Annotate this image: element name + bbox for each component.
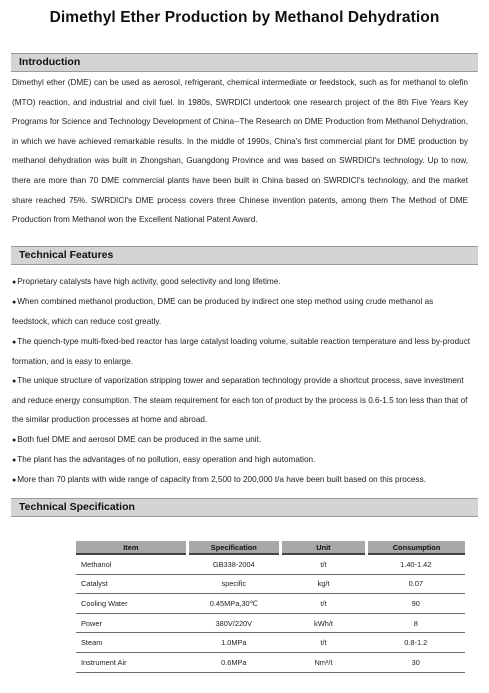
table-row [76, 554, 465, 574]
feature-text: The plant has the advantages of no pollution, easy operation and high automation. [17, 454, 316, 464]
column-header-item: Item [76, 541, 187, 554]
column-header-consumption: Consumption [367, 541, 465, 554]
cell-unit: Nm³/t [280, 652, 366, 672]
cell-specification: 0.6MPa [187, 652, 280, 672]
cell-item: Steam [76, 633, 187, 653]
cell-unit: t/t [280, 633, 366, 653]
cell-consumption: 90 [367, 594, 465, 614]
feature-text: The unique structure of vaporization stripping tower and separation technology provide a shortcut process, save investment and reduce energy consumption. The steam requirement for each ton of product by the process is 0.6-1.5 ton less than that of the similar production processes at home and abroad. [12, 376, 468, 425]
feature-item [12, 371, 471, 430]
section-header-technical-features [11, 246, 478, 265]
feature-item [12, 272, 471, 292]
cell-item: Cooling Water [76, 594, 187, 614]
table-row [76, 574, 465, 594]
cell-unit: kWh/t [280, 613, 366, 633]
section-heading: Technical Specification [19, 501, 135, 513]
cell-consumption: 0.8-1.2 [367, 633, 465, 653]
cell-specification: 380V/220V [187, 613, 280, 633]
feature-text: More than 70 plants with wide range of capacity from 2,500 to 200,000 t/a have been built based on this process. [17, 475, 426, 485]
table-row [76, 652, 465, 672]
feature-item [12, 292, 471, 331]
bullet-icon: ● [12, 378, 17, 386]
cell-consumption: 30 [367, 652, 465, 672]
bullet-icon: ● [12, 338, 17, 346]
section-header-introduction [11, 53, 478, 72]
introduction-paragraph: Dimethyl ether (DME) can be used as aerosol, refrigerant, chemical intermediate or feedstock, such as for methanol to olefin (MTO) reaction, and industrial and civil fuel. In 1980s, SWRDICI undertook one research project of the 8th Five Years Key Programs for Science and Technology Development of China--The Research on DME Production from Methanol Dehydration, in which we have achieved remarkable results. In the middle of 1990s, China's first commercial plant for DME production by methanol dehydration was built in Zhongshan, Guangdong Province and was based on SWRDICI's technology. Up to now, there are more than 70 DME commercial plants have been built in China based on SWRDICI's technology, and the market share reached 75%. SWRDICI's DME process covers three Chinese invention patents, among them The Method of DME Production from Methanol won the Excellent National Patent Award. [12, 78, 468, 225]
cell-consumption: 1.40-1.42 [367, 554, 465, 574]
table-row [76, 633, 465, 653]
bullet-icon: ● [12, 456, 17, 464]
cell-unit: t/t [280, 554, 366, 574]
feature-text: The quench-type multi-fixed-bed reactor has large catalyst loading volume, suitable reaction temperature and less by-product formation, and is easy to enlarge. [12, 336, 471, 366]
bullet-icon: ● [12, 299, 17, 307]
feature-text: When combined methanol production, DME can be produced by indirect one step method using crude methanol as feedstock, which can reduce cost greatly. [12, 297, 434, 327]
bullet-icon: ● [12, 279, 17, 286]
section-heading: Introduction [19, 56, 81, 68]
bullet-icon: ● [12, 477, 17, 485]
bullet-icon: ● [12, 436, 17, 444]
cell-unit: kg/t [280, 574, 366, 594]
cell-specification: GB338-2004 [187, 554, 280, 574]
feature-text: Both fuel DME and aerosol DME can be produced in the same unit. [17, 434, 262, 444]
section-heading: Technical Features [19, 249, 114, 261]
column-header-specification: Specification [187, 541, 280, 554]
cell-consumption: 0.07 [367, 574, 465, 594]
feature-text: Proprietary catalysts have high activity, good selectivity and long lifetime. [17, 277, 281, 286]
column-header-unit: Unit [280, 541, 366, 554]
cell-specification: specific [187, 574, 280, 594]
cell-unit: t/t [280, 594, 366, 614]
feature-item [12, 332, 471, 371]
cell-specification: 1.0MPa [187, 633, 280, 653]
feature-list [12, 272, 471, 490]
table-row [76, 594, 465, 614]
cell-item: Methanol [76, 554, 187, 574]
specification-table [76, 541, 465, 673]
cell-item: Catalyst [76, 574, 187, 594]
table-header-row [76, 541, 465, 554]
feature-item [12, 430, 471, 450]
cell-item: Power [76, 613, 187, 633]
cell-consumption: 8 [367, 613, 465, 633]
cell-specification: 0.45MPa,30℃ [187, 594, 280, 614]
feature-item [12, 470, 471, 490]
feature-item [12, 450, 471, 470]
document-title: Dimethyl Ether Production by Methanol Dehydration [49, 9, 440, 26]
section-header-technical-specification [11, 498, 478, 517]
table-row [76, 613, 465, 633]
cell-item: Instrument Air [76, 652, 187, 672]
